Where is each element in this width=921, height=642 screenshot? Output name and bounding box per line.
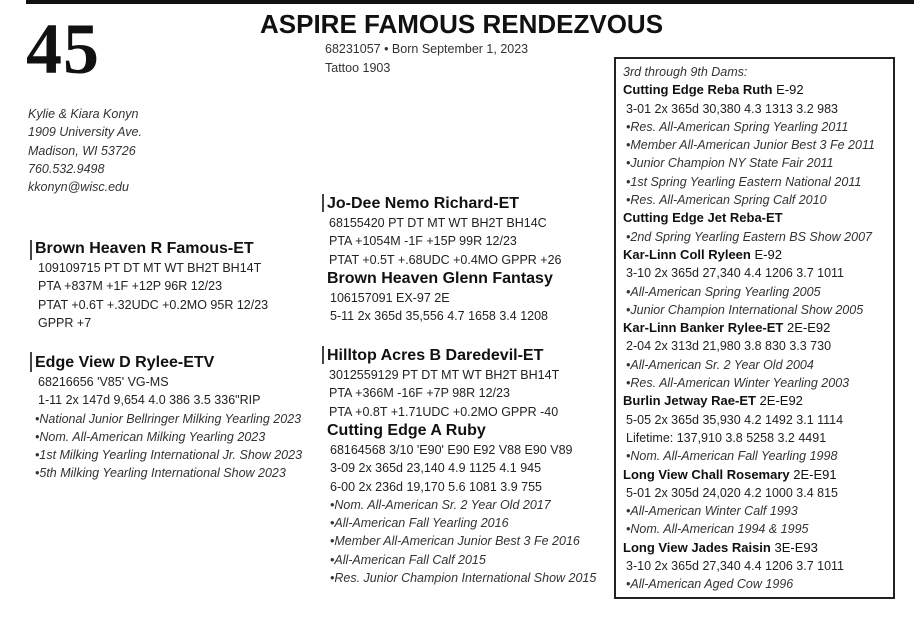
dam-6-record: 2-04 2x 313d 21,980 3.8 830 3.3 730 xyxy=(626,339,832,354)
dam-7-lifetime: Lifetime: 137,910 3.8 5258 3.2 4491 xyxy=(626,430,827,445)
sire-sire-line: PTAT +0.5T +.68UDC +0.4MO GPPR +26 xyxy=(329,252,562,267)
sire-dam-block xyxy=(327,269,553,326)
dam-8-name-text: Long View Chall Rosemary xyxy=(623,466,790,482)
owner-street: 1909 University Ave. xyxy=(28,125,142,140)
sire-sire-line: 68155420 PT DT MT WT BH2T BH14C xyxy=(329,216,547,230)
dam-3-award: •Junior Champion NY State Fair 2011 xyxy=(626,156,834,171)
sire-dam-line: 5-11 2x 365d 35,556 4.7 1658 3.4 1208 xyxy=(330,309,549,324)
dam-line: 68216656 'V85' VG-MS xyxy=(38,375,169,389)
sire-line: PTAT +0.6T +.32UDC +0.2MO 95R 12/23 xyxy=(38,297,269,312)
dam-3-classification: E-92 xyxy=(772,82,804,98)
dam-sire-line: PTA +366M -16F +7P 98R 12/23 xyxy=(329,386,510,401)
dam-5-award: •Junior Champion International Show 2005 xyxy=(626,302,864,317)
dam-4-name-text: Cutting Edge Jet Reba-ET xyxy=(623,210,783,226)
dam-8-award: •Nom. All-American 1994 & 1995 xyxy=(626,522,809,537)
dam-5-award: •All-American Spring Yearling 2005 xyxy=(626,284,821,299)
sire-line: PTA +837M +1F +12P 96R 12/23 xyxy=(38,279,223,294)
dam-9-award: •All-American Aged Cow 1996 xyxy=(626,577,794,592)
dam-dam-line: 68164568 3/10 'E90' E90 E92 V88 E90 V89 xyxy=(330,443,573,457)
sire-bracket-line xyxy=(30,240,32,260)
sire-sire-line: PTA +1054M -1F +15P 99R 12/23 xyxy=(329,234,517,249)
dam-9-name xyxy=(623,539,875,557)
owner-block xyxy=(28,105,142,196)
dam-dam-line: 3-09 2x 365d 23,140 4.9 1125 4.1 945 xyxy=(330,461,542,476)
dam-5-name xyxy=(623,246,875,264)
dam-6-award: •All-American Sr. 2 Year Old 2004 xyxy=(626,357,814,372)
dam-9-classification: 3E-E93 xyxy=(770,539,818,555)
dam-7-classification: 2E-E92 xyxy=(755,393,803,409)
dam-5-classification: E-92 xyxy=(750,246,782,262)
top-rule xyxy=(26,0,914,4)
sire-sire-name: Jo-Dee Nemo Richard-ET xyxy=(327,195,520,212)
dam-award: •5th Milking Yearling International Show 2023 xyxy=(35,466,286,481)
dam-6-award: •Res. All-American Winter Yearling 2003 xyxy=(626,376,850,391)
dam-dam-award: •Res. Junior Champion International Show 2015 xyxy=(330,571,597,586)
owner-email: kkonyn@wisc.edu xyxy=(28,180,129,195)
dam-6-name xyxy=(623,319,875,337)
sire-block xyxy=(35,239,268,332)
tattoo-line: Tattoo 1903 xyxy=(325,61,391,75)
dam-3-name xyxy=(623,81,875,99)
dam-3-award: •1st Spring Yearling Eastern National 2011 xyxy=(626,174,862,189)
dam-award: •National Junior Bellringer Milking Yearling 2023 xyxy=(35,411,302,426)
dam-sire-line: 3012559129 PT DT MT WT BH2T BH14T xyxy=(329,368,560,382)
dam-9-record: 3-10 2x 365d 27,340 4.4 1206 3.7 1011 xyxy=(626,559,845,574)
dam-sire-line: PTA +0.8T +1.71UDC +0.2MO GPPR -40 xyxy=(329,404,559,419)
registration-birth-line: 68231057 • Born September 1, 2023 xyxy=(325,42,529,56)
dam-4-name xyxy=(623,209,875,227)
dam-dam-award: •Nom. All-American Sr. 2 Year Old 2017 xyxy=(330,497,551,512)
dam-award: •1st Milking Yearling International Jr. Show 2023 xyxy=(35,448,303,463)
dam-3-award: •Res. All-American Spring Yearling 2011 xyxy=(626,119,849,134)
dam-dam-award: •All-American Fall Yearling 2016 xyxy=(330,516,509,531)
dam-3-name-text: Cutting Edge Reba Ruth xyxy=(623,82,773,98)
dam-7-name-text: Burlin Jetway Rae-ET xyxy=(623,393,756,409)
dam-sire-name: Hilltop Acres B Daredevil-ET xyxy=(327,347,544,364)
dam-dam-name: Cutting Edge A Ruby xyxy=(327,422,486,439)
sire-sire-block xyxy=(327,194,562,269)
dam-6-name-text: Kar-Linn Banker Rylee-ET xyxy=(623,320,784,336)
sire-line: GPPR +7 xyxy=(38,315,92,330)
dam-8-name xyxy=(623,466,875,484)
dam-bracket-line xyxy=(30,352,32,372)
owner-city: Madison, WI 53726 xyxy=(28,143,136,158)
dam-block xyxy=(35,353,302,483)
dam-award: •Nom. All-American Milking Yearling 2023 xyxy=(35,429,266,444)
dam-sire-bracket-line xyxy=(322,346,324,364)
dam-3-award: •Member All-American Junior Best 3 Fe 2011 xyxy=(626,138,875,153)
dam-7-award: •Nom. All-American Fall Yearling 1998 xyxy=(626,449,838,464)
dam-3-award: •Res. All-American Spring Calf 2010 xyxy=(626,193,827,208)
dam-dam-block xyxy=(327,421,596,587)
dam-6-classification: 2E-E92 xyxy=(783,320,831,336)
dam-name: Edge View D Rylee-ETV xyxy=(35,354,215,371)
dam-4-award: •2nd Spring Yearling Eastern BS Show 2007 xyxy=(626,229,872,244)
dam-sire-block xyxy=(327,346,559,421)
dam-dam-award: •Member All-American Junior Best 3 Fe 2016 xyxy=(330,534,580,549)
dam-9-name-text: Long View Jades Raisin xyxy=(623,539,771,555)
owner-phone: 760.532.9498 xyxy=(28,161,105,176)
extended-dams-header: 3rd through 9th Dams: xyxy=(623,65,748,79)
dam-5-name-text: Kar-Linn Coll Ryleen xyxy=(623,246,751,262)
dam-8-record: 5-01 2x 305d 24,020 4.2 1000 3.4 815 xyxy=(626,485,838,500)
sire-dam-name: Brown Heaven Glenn Fantasy xyxy=(327,270,553,287)
sire-line: 109109715 PT DT MT WT BH2T BH14T xyxy=(38,261,262,275)
lot-number: 45 xyxy=(26,9,100,89)
sire-dam-line: 106157091 EX-97 2E xyxy=(330,291,450,305)
dam-8-award: •All-American Winter Calf 1993 xyxy=(626,504,798,519)
dam-dam-award: •All-American Fall Calf 2015 xyxy=(330,552,486,567)
dam-8-classification: 2E-E91 xyxy=(789,466,837,482)
owner-name: Kylie & Kiara Konyn xyxy=(28,107,139,121)
dam-line: 1-11 2x 147d 9,654 4.0 386 3.5 336"RIP xyxy=(38,393,261,408)
extended-dams-content xyxy=(623,63,875,594)
dam-dam-line: 6-00 2x 236d 19,170 5.6 1081 3.9 755 xyxy=(330,479,542,494)
dam-3-record: 3-01 2x 365d 30,380 4.3 1313 3.2 983 xyxy=(626,101,838,116)
sire-sire-bracket-line xyxy=(322,194,324,212)
sire-name: Brown Heaven R Famous-ET xyxy=(35,240,254,257)
dam-5-record: 3-10 2x 365d 27,340 4.4 1206 3.7 1011 xyxy=(626,266,845,281)
dam-7-name xyxy=(623,392,875,410)
animal-name: ASPIRE FAMOUS RENDEZVOUS xyxy=(260,9,664,39)
dam-7-record: 5-05 2x 365d 35,930 4.2 1492 3.1 1114 xyxy=(626,412,844,427)
